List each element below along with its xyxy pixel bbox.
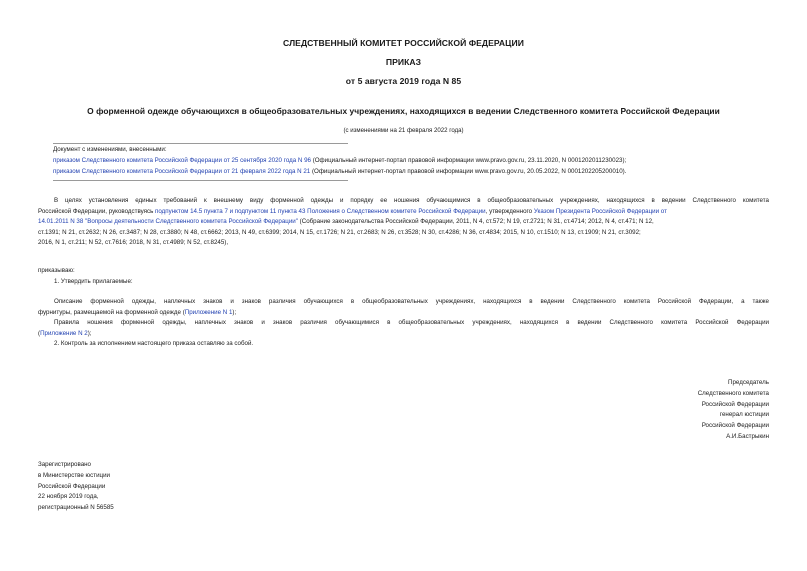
document-date-number: от 5 августа 2019 года N 85 (345, 76, 462, 86)
preamble-line: Российской Федерации, руководствуясь подпунктом 14.5 пункта 7 и подпунктом 11 пункта 43 Положения о Следственном комитете Российской Федерации, утвержденного Указом Президента Российской Федерации от (38, 207, 667, 215)
signature-line: А.И.Бастрыкин (726, 432, 769, 440)
description-paragraph (38, 297, 769, 318)
decree-link[interactable]: Указом Президента Российской Федерации от (533, 207, 667, 215)
appendix-2-link[interactable]: Приложение N 2 (40, 329, 88, 337)
signature-block (698, 378, 769, 443)
preamble-line: 14.01.2011 N 38 "Вопросы деятельности Следственного комитета Российской Федерации" (Собрание законодательства Российской Федерации, 2011, N 4, ст.572; N 19, ст.2721; N 31, ст.4714; 2012, N 4, ст.471; N 12, (38, 218, 654, 226)
signature-line: Российской Федерации (701, 400, 769, 408)
rules-line: Правила ношения форменной одежды, наплечных знаков и знаков различия обучающимися в общеобразовательных учреждениях, находящихся в ведении Следственного комитета Российской Федерации (54, 319, 769, 326)
preamble-line: 2016, N 1, ст.211; N 52, ст.7616; 2018, N 31, ст.4989; N 52, ст.8245), (38, 239, 229, 247)
change-source: (Официальный интернет-портал правовой информации www.pravo.gov.ru, 23.11.2020, N 0001202011230023); (310, 157, 627, 164)
registration-line: Зарегистрировано (38, 461, 91, 468)
registration-line: в Министерстве юстиции (38, 471, 111, 479)
rules-paragraph (38, 318, 769, 350)
description-line: Описание форменной одежды, наплечных знаков и знаков различия обучающихся в общеобразовательных учреждениях, находящихся в ведении Следственного комитета Российской Федерации, а также (54, 298, 769, 305)
preamble-paragraph (38, 196, 769, 249)
description-line: фурнитуры, размещаемой на форменной одежде (Приложение N 1); (38, 308, 237, 316)
order-block (38, 266, 769, 287)
registration-block (38, 460, 114, 514)
signature-line: Российской Федерации (701, 422, 769, 430)
prikazyvayu: приказываю: (38, 267, 75, 274)
edition-note: (с изменениями на 21 февраля 2022 года) (343, 127, 464, 134)
appendix-1-link[interactable]: Приложение N 1 (184, 308, 233, 316)
signature-line: генерал юстиции (719, 411, 769, 419)
decree-link-cont[interactable]: 14.01.2011 N 38 "Вопросы деятельности Следственного комитета Российской Федерации" (38, 218, 298, 226)
signature-line: Председатель (728, 379, 769, 386)
document-type: ПРИКАЗ (385, 57, 422, 67)
registration-line: регистрационный N 56585 (38, 504, 114, 512)
change-item (53, 155, 626, 166)
changes-intro: Документ с изменениями, внесенными: (53, 146, 167, 153)
rules-line: (Приложение N 2); (38, 329, 92, 337)
preamble-line: ст.1391; N 21, ст.2632; N 26, ст.3487; N 28, ст.3880; N 48, ст.6662; 2013, N 49, ст.6399; 2014, N 15, ст.1726; N 21, ст.2683; N 26, ст.3528; N 30, ст.4286; N 36, ст.4834; 2015, N 10, ст.1510; N 13, ст.1909; N 21, ст.3092; (38, 228, 641, 236)
change-source: (Официальный интернет-портал правовой информации www.pravo.gov.ru, 20.05.2022, N 0001202205200010). (310, 168, 627, 175)
change-link[interactable]: приказом Следственного комитета Российской Федерации от 25 сентября 2020 года N 96 (53, 157, 311, 164)
document-title: О форменной одежде обучающихся в общеобразовательных учреждениях, находящихся в ведении Следственного комитета Российской Федерации (87, 106, 720, 116)
regulation-link[interactable]: подпунктом 14.5 пункта 7 и подпунктом 11 пункта 43 Положения о Следственном комитете Российской Федерации (155, 207, 486, 215)
registration-line: Российской Федерации (38, 482, 106, 490)
change-item (53, 166, 626, 177)
registration-line: 22 ноября 2019 года, (38, 493, 99, 501)
order-item-1: 1. Утвердить прилагаемые: (54, 277, 133, 285)
preamble-line: В целях установления единых требований к внешнему виду форменной одежды и порядку ее ношения обучающимися в общеобразовательных учреждениях, находящихся в ведении Следственного комитета (54, 197, 769, 204)
change-link[interactable]: приказом Следственного комитета Российской Федерации от 21 февраля 2022 года N 21 (53, 168, 311, 175)
order-item-2: 2. Контроль за исполнением настоящего приказа оставляю за собой. (54, 340, 254, 348)
changes-bottom-divider (53, 180, 348, 181)
issuing-authority: СЛЕДСТВЕННЫЙ КОМИТЕТ РОССИЙСКОЙ ФЕДЕРАЦИИ (283, 38, 524, 48)
signature-line: Следственного комитета (697, 389, 769, 397)
